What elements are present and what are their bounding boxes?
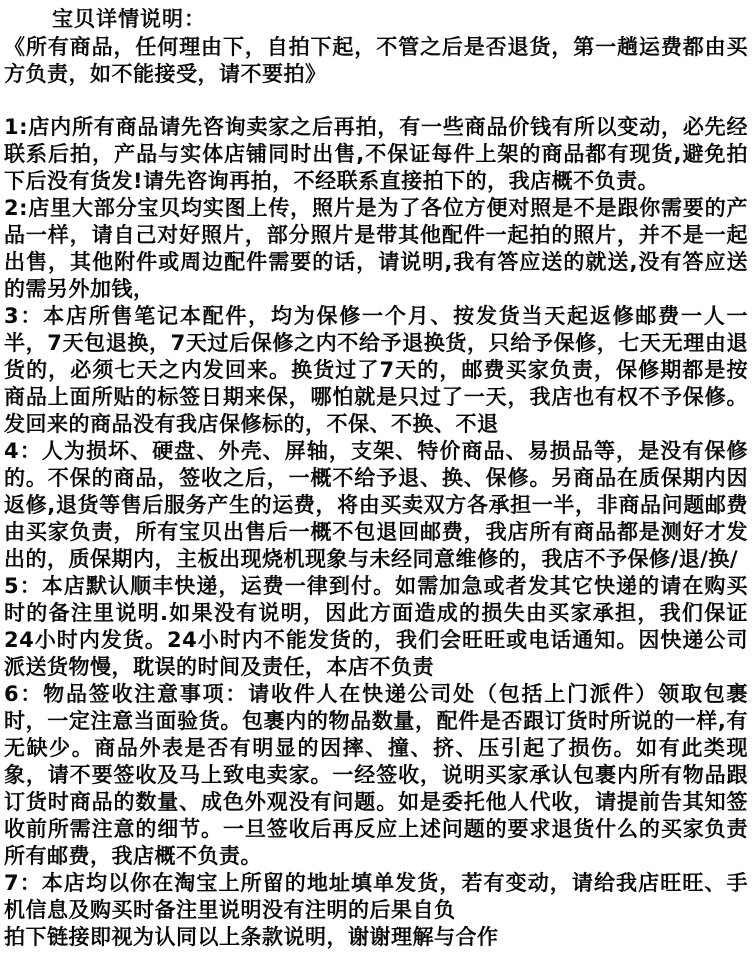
terms-section-2: 2:店里大部分宝贝均实图上传，照片是为了各位方便对照是不是跟你需要的产品一样，请自己对好照片，部分照片是带其他配件一起拍的照片，并不是一起出售，其他附件或周边配件需要的话，请说明,我有答应送的就送,没有答应送的需另外加钱， bbox=[4, 196, 748, 301]
terms-section-7: 7：本店均以你在淘宝上所留的地址填单发货，若有变动，请给我店旺旺、手机信息及购买时备注里说明没有注明的后果自负 bbox=[4, 871, 748, 922]
closing-line: 拍下链接即视为认同以上条款说明，谢谢理解与合作 bbox=[4, 925, 499, 949]
terms-section-4: 4：人为损坏、硬盘、外壳、屏轴，支架、特价商品、易损品等，是没有保修的。不保的商品，签收之后，一概不给予退、换、保修。另商品在质保期内因返修,退货等售后服务产生的运费，将由买卖双方各承担一半，非商品问题邮费由买家负责，所有宝贝出售后一概不包退回邮费，我店所有商品都是测好才发出的，质保期内，主板出现烧机现象与未经同意维修的，我店不予保修/退/换/ bbox=[4, 439, 748, 571]
terms-section-1: 1:店内所有商品请先咨询卖家之后再拍，有一些商品价钱有所以变动，必先经联系后拍，产品与实体店铺同时出售,不保证每件上架的商品都有现货,避免拍下后没有货发!请先咨询再拍，不经联系直接拍下的，我店概不负责。 bbox=[4, 115, 748, 193]
document-title: 宝贝详情说明： bbox=[52, 7, 206, 31]
terms-section-6: 6：物品签收注意事项：请收件人在快递公司处（包括上门派件）领取包裹时，一定注意当面验货。包裹内的物品数量，配件是否跟订货时所说的一样,有无缺少。商品外表是否有明显的因摔、撞、挤、压引起了损伤。如有此类现象，请不要签收及马上致电卖家。一经签收，说明买家承认包裹内所有物品跟订货时商品的数量、成色外观没有问题。如是委托他人代收，请提前告其知签收前所需注意的细节。一旦签收后再反应上述问题的要求退货什么的买家负责所有邮费，我店概不负责。 bbox=[4, 682, 748, 868]
purchase-notice: 《所有商品，任何理由下，自拍下起，不管之后是否退货，第一趟运费都由买方负责，如不能接受，请不要拍》 bbox=[4, 35, 748, 86]
terms-section-3: 3：本店所售笔记本配件，均为保修一个月、按发货当天起返修邮费一人一半，7天包退换，7天过后保修之内不给予退换货，只给予保修，七天无理由退货的，必须七天之内发回来。换货过了7天的，邮费买家负责，保修期都是按商品上面所贴的标签日期来保，哪怕就是只过了一天，我店也有权不予保修。发回来的商品没有我店保修标的，不保、不换、不退 bbox=[4, 304, 748, 436]
terms-section-5: 5：本店默认顺丰快递，运费一律到付。如需加急或者发其它快递的请在购买时的备注里说明.如果没有说明，因此方面造成的损失由买家承担，我们保证24小时内发货。24小时内不能发货的，我们会旺旺或电话通知。因快递公司派送货物慢，耽误的时间及责任，本店不负责 bbox=[4, 574, 748, 679]
